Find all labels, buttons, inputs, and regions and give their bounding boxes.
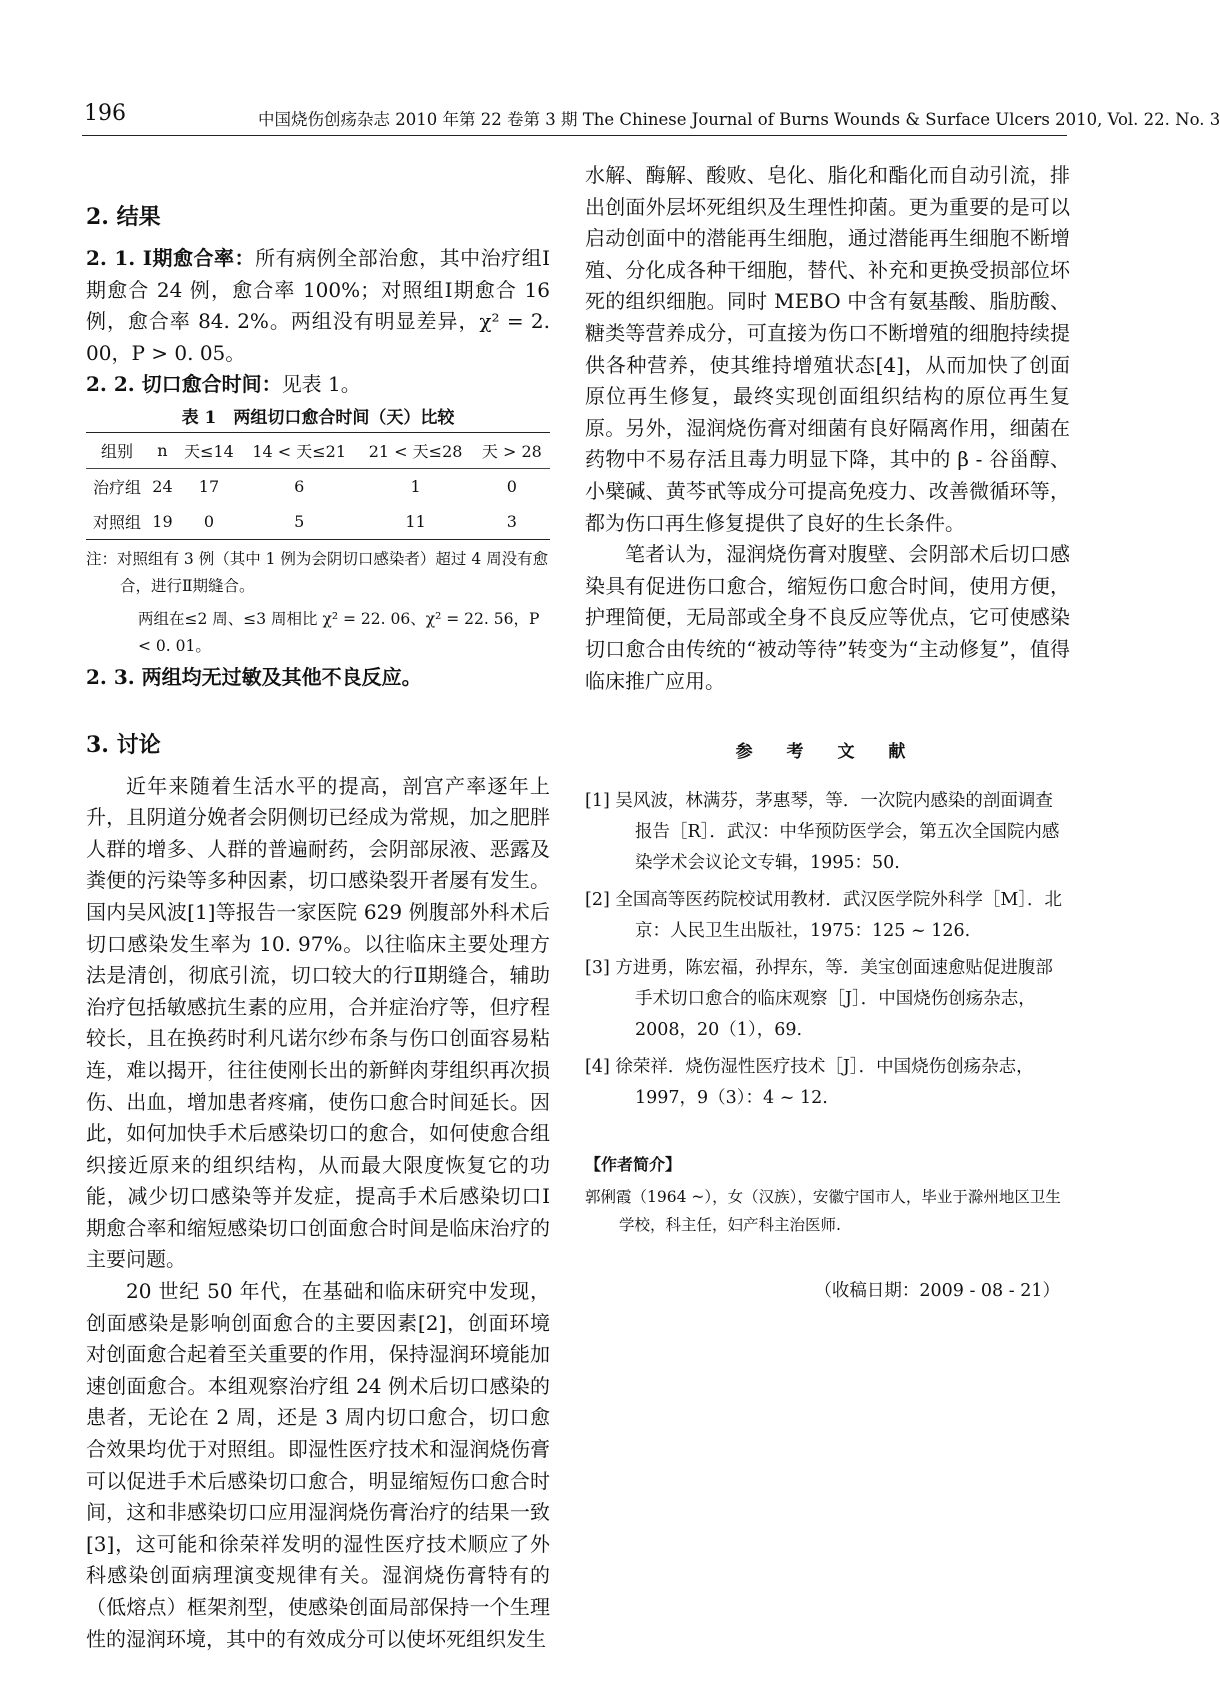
discussion-p1: 近年来随着生活水平的提高，剖宫产率逐年上升，且阴道分娩者会阴侧切已经成为常规，加之肥胖人群的增多、人群的普遍耐药，会阴部尿液、恶露及粪便的污染等多种因素，切口感染裂开者屡有发生。国内吴风波[1]等报告一家医院 629 例腹部外科术后切口感染发生率为 10. 97%。以往临床主要处理方法是清创，彻底引流，切口较大的行Ⅱ期缝合，辅助治疗包括敏感抗生素的应用，合并症治疗等，但疗程较长，且在换药时利凡诺尔纱布条与伤口创面容易粘连，难以揭开，往往使刚长出的新鲜肉芽组织再次损伤、出血，增加患者疼痛，使伤口愈合时间延长。因此，如何加快手术后感染切口的愈合，如何使愈合组织接近原来的组织结构，从而最大限度恢复它的功能，减少切口感染等并发症，提高手术后感染切口Ⅰ期愈合率和缩短感染切口创面愈合时间是临床治疗的主要问题。 (86, 773, 550, 1272)
author-bio: 郭俐霞（1964 ~），女（汉族），安徽宁国市人，毕业于滁州地区卫生学校，科主任，妇产科主治医师. (585, 1188, 1061, 1235)
discussion-heading: 3. 讨论 (86, 731, 161, 758)
healing-time-table (86, 432, 550, 540)
left-column (86, 160, 550, 1655)
table-header-cell: 21 < 天≤28 (368, 441, 463, 461)
table-cell: 0 (203, 511, 215, 531)
page-number: 196 (84, 101, 126, 126)
table-cell: 3 (506, 511, 517, 531)
discussion-p2: 20 世纪 50 年代，在基础和临床研究中发现，创面感染是影响创面愈合的主要因素[2]，创面环境对创面愈合起着至关重要的作用，保持湿润环境能加速创面愈合。本组观察治疗组 24 例术后切口感染的患者，无论在 2 周，还是 3 周内切口愈合，切口愈合效果均优于对照组。即湿性医疗技术和湿润烧伤膏可以促进手术后感染切口愈合，明显缩短伤口愈合时间，这和非感染切口应用湿润烧伤膏治疗的结果一致[3]，这可能和徐荣祥发明的湿性医疗技术顺应了外科感染创面病理演变规律有关。湿润烧伤膏特有的（低熔点）框架剂型，使感染创面局部保持一个生理性的湿润环境，其中的有效成分可以使坏死组织发生 (86, 1279, 550, 1651)
table-note-1: 注：对照组有 3 例（其中 1 例为会阴切口感染者）超过 4 周没有愈合，进行Ⅱ期缝合。 (86, 549, 549, 595)
reference-item: [3] 方进勇，陈宏福，孙捍东，等．美宝创面速愈贴促进腹部手术切口愈合的临床观察［J］．中国烧伤创疡杂志，2008，20（1），69. (585, 958, 1053, 1041)
table-header-cell: 14 < 天≤21 (252, 441, 347, 461)
table-header-cell: 天 > 28 (481, 441, 542, 461)
table-row (86, 504, 550, 540)
reference-item: [4] 徐荣祥．烧伤湿性医疗技术［J］．中国烧伤创疡杂志，1997，9（3）：4 ~ 12. (585, 1057, 1034, 1109)
discussion-p2-continued: 水解、酶解、酸败、皂化、脂化和酯化而自动引流，排出创面外层坏死组织及生理性抑菌。更为重要的是可以启动创面中的潜能再生细胞，通过潜能再生细胞不断增殖、分化成各种干细胞，替代、补充和更换受损部位坏死的组织细胞。同时 MEBO 中含有氨基酸、脂肪酸、糖类等营养成分，可直接为伤口不断增殖的细胞持续提供各种营养，使其维持增殖状态[4]，从而加快了创面原位再生修复，最终实现创面组织结构的原位再生复原。另外，湿润烧伤膏对细菌有良好隔离作用，细菌在药物中不易存活且毒力明显下降，其中的 β - 谷甾醇、小檗碱、黄芩甙等成分可提高免疫力、改善微循环等，都为伤口再生修复提供了良好的生长条件。 (585, 163, 1070, 535)
results-s1 (86, 243, 550, 369)
table-cell: 17 (198, 476, 220, 496)
table-cell: 治疗组 (92, 477, 141, 497)
table-note-2: 两组在≤2 周、≤3 周相比 χ² = 22. 06、χ² = 22. 56，P < 0. 01。 (138, 609, 540, 655)
results-heading: 2. 结果 (86, 204, 161, 230)
table-cell: 5 (294, 511, 305, 531)
table-header-cell: n (157, 440, 168, 460)
results-s1-heading: 2. 1. Ⅰ期愈合率： (86, 246, 256, 270)
reference-item: [2] 全国高等医药院校试用教材．武汉医学院外科学［M］．北京：人民卫生出版社，1975：125 ~ 126. (585, 890, 1063, 942)
table-header-row (86, 432, 550, 468)
right-column (585, 160, 1070, 1302)
results-s1-body: 所有病例全部治愈，其中治疗组Ⅰ期愈合 24 例，愈合率 100%；对照组Ⅰ期愈合 16 例，愈合率 84. 2%。两组没有明显差异，χ² = 2. 00，P > 0. 05。 (86, 246, 550, 365)
reference-item: [1] 吴风波，林满芬，茅惠琴，等．一次院内感染的剖面调查报告［R］．武汉：中华预防医学会，第五次全国院内感染学术会议论文专辑，1995：50. (585, 791, 1060, 874)
table-row (86, 468, 550, 504)
results-s2-body: 见表 1。 (281, 372, 361, 397)
references-heading: 参 考 文 献 (735, 742, 920, 763)
results-s2 (86, 369, 550, 401)
author-bio-label: 【作者简介】 (585, 1155, 682, 1175)
results-s2-heading: 2. 2. 切口愈合时间： (86, 372, 282, 397)
table-cell: 19 (152, 511, 173, 531)
discussion-p3: 笔者认为，湿润烧伤膏对腹壁、会阴部术后切口感染具有促进伤口愈合，缩短伤口愈合时间，使用方便，护理简便，无局部或全身不良反应等优点，它可使感染切口愈合由传统的“被动等待”转变为“主动修复”，值得临床推广应用。 (585, 542, 1070, 693)
table-cell: 0 (506, 476, 517, 496)
table-caption: 表 1 两组切口愈合时间（天）比较 (181, 407, 455, 428)
table-cell: 1 (410, 476, 421, 496)
table-header-cell: 组别 (100, 441, 133, 461)
received-date: （收稿日期：2009 - 08 - 21） (814, 1281, 1060, 1302)
table-cell: 6 (294, 476, 305, 496)
table-cell: 11 (405, 511, 426, 531)
table-header-cell: 天≤14 (184, 441, 234, 461)
table-cell: 24 (152, 476, 173, 496)
header-rule (82, 135, 1067, 136)
results-s3: 2. 3. 两组均无过敏及其他不良反应。 (86, 664, 422, 689)
table-cell: 对照组 (92, 512, 141, 532)
running-header: 中国烧伤创疡杂志 2010 年第 22 卷第 3 期 The Chinese Journal of Burns Wounds & Surface Ulcers 2010, Vol. 22. No. 3 (258, 110, 1220, 129)
